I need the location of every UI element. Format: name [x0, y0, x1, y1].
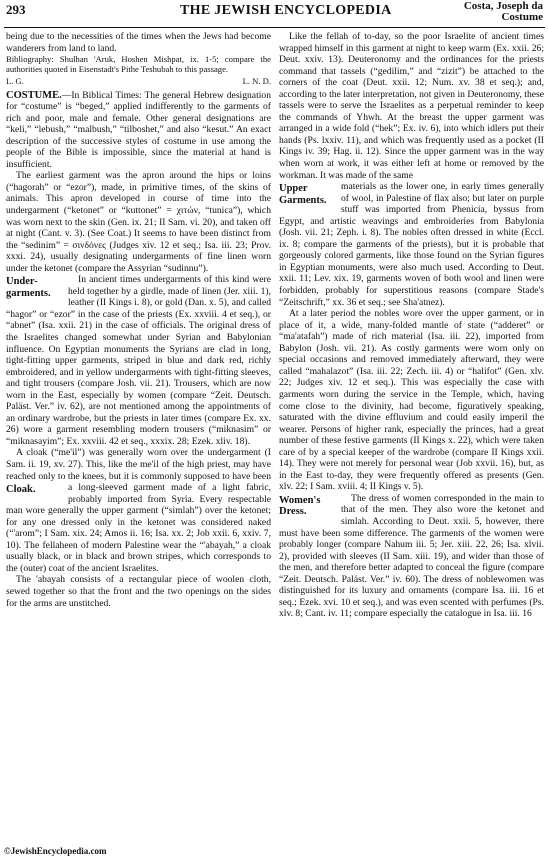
paragraph-fellah: Like the fellah of to-day, so the poor Israelite of ancient times wrapped himself in this garment at night to keep warm (Ex. xxii. 26; Deut. xxiv. 13). Deuteronomy and the ordinances for the priests command that tassels (“gedilim,” and “zizit”) be attached to the corners of the coat (Deut. xxii. 12; Num. xv. 38 et seq.); and, according to the later interpretation, not given in Deuteronomy, these tassels were to serve the Israelites as a perpetual reminder to keep the commands of Yhwh. At the breast the upper garment was arranged in a wide fold (“hek”; Ex. iv. 6), into which idlers put their hands (Ps. lxxiv. 11), and which was frequently used as a pocket (II Kings iv. 39; Hag. ii. 12). Since the upper garment was in the way when worn at work, it was either left at home or removed by the workman. It was made of the same: [279, 31, 544, 181]
paragraph-continued: being due to the necessities of the times when the Jews had become wanderers from land to land.: [6, 31, 271, 54]
womens-dress-text: The dress of women corresponded in the main to that of the men. They also wore the ketonet and simlah. According to Deut. xxii. 5, however, there must have been some difference. The garments of the women were probably longer (compare Nahum iii. 5; Jer. xiii. 22, 26; Isa. xlvii. 2), provided with sleeves (II Sam. xiii. 19), and wider than those of the men, and therefore better adapted to conceal the figure (compare “Zeit. Deutsch. Paläst. Ver.” iv. 60). The dress of noblewomen was distinguished for its luxury and ornaments (compare Isa. iii. 16 et seq.; Ezek. xvi. 10 et seq.), and was even scented with perfumes (Ps. xlv. 8; Cant. iv. 11; compare especially the catalogue in Isa. iii. 16: [279, 492, 544, 620]
article-range: [464, 1, 543, 23]
bibliography: Bibliography: Shulhan 'Aruk, Hoshen Mishpat, ix. 1-5; compare the authorities quoted in Eisenstadt's Pithe Teshubah to this passage.: [6, 54, 271, 75]
running-title: THE JEWISH ENCYCLOPEDIA: [180, 3, 392, 18]
author-signature: [6, 76, 271, 87]
header-rule: [4, 27, 545, 28]
right-column: [279, 31, 544, 839]
article-range-start: Costa, Joseph da: [463, 0, 543, 12]
side-heading-womens-dress: Women's Dress.: [279, 494, 321, 518]
upper-garments-text: materials as the lower one, in early times generally of wool, in Palestine of flax also; but later on purple stuff was imported from Phenicia, byssus from Egypt, and artistic weavings and embroideries from Babylonia (Josh. vii. 21; Zeph. i. 8). The nobles often dressed in white (Eccl. ix. 8; compare the garments of the priests), but it is probable that gorgeously colored garments, like those found on the Syrian figures in Egyptian monuments, were also much used. According to Deut. xxii. 11; Lev. xix. 19, garments woven of both wool and linen were forbidden, probably for superstitious reasons (compare Stade's “Zeitschrift,” xx. 36 et seq.; see Sha'atnez).: [279, 181, 544, 308]
paragraph-undergarments: [6, 274, 271, 447]
intro-text: The general Hebrew designation for “costume” is “beged,” applied indifferently to the garments of rich and poor, male and female. Other general designations are “keli,” “lebush,” “malbush,” “tilboshet,” and also “kesut.” An exact description of the successive styles of costume in use among the people of the Bible is impossible, since the material at hand is insufficient.: [6, 89, 271, 170]
article-intro: [6, 90, 271, 171]
signature-right: L. N. D.: [242, 75, 271, 86]
article-subtitle: —In Biblical Times:: [61, 89, 142, 101]
paragraph-mantle: At a later period the nobles wore over the upper garment, or in place of it, a wide, many-folded mantle of state (“adderet” or “ma'atafah”) made of rich material (Isa. iii. 22), imported from Babylon (Josh. vii. 21). As costly garments were worn only on special occasions and removed immediately afterward, they were called “mahalazot” (Isa. iii. 22; Zech. iii. 4) or “halifot” (Gen. xlv. 22; Judges xiv. 12 et seq.). This was especially the case with garments worn during the service in the Temple, which, having come close to the divinity, had become, figuratively speaking, saturated with the divine effluvium and could easily imperil the wearer. Persons of higher rank, especially the princes, had a great number of these festive garments (II Kings x. 22), which were taken care of by a special keeper of the wardrobe (compare II Kings xxii. 14). They were not merely for personal wear (Job xxvii. 16), but, as in the East to-day, they were frequently offered as presents (Gen. xlv. 22; I Sam. xviii. 4; II Kings v. 5).: [279, 308, 544, 493]
page-number: 293: [6, 2, 26, 17]
side-heading-undergarments: Under-garments.: [6, 276, 51, 299]
page-header: [0, 0, 549, 28]
paragraph-cloak: [6, 447, 271, 574]
paragraph-upper-garments: [279, 181, 544, 308]
side-heading-cloak: Cloak.: [6, 484, 36, 496]
cloak-text-a: A cloak (“me'il”) was generally worn over the undergarment (I Sam. ii. 19, xv. 27). This, like the me'il of the high priest, may have reached only to the knees, but it is commonly supposed to have been: [6, 447, 271, 482]
paragraph-womens-dress: [279, 493, 544, 620]
article-range-end: Costume: [501, 11, 543, 23]
signature-left: L. G.: [6, 75, 24, 86]
undergarments-text: In ancient times undergarments of this kind were held together by a girdle, made of linen (Jer. xiii. 1), leather (II Kings i. 8), or gold (Dan. x. 5), and called “hagor” or “ezor” in the case of the priests (Ex. xxviii. 4 et seq.), or “abnet” (Isa. xxii. 21) in the case of officials. The original dress of the Israelites changed somewhat under Syrian and Babylonian influence. On Egyptian monuments the Syrians are clad in long, tight-fitting upper garments, striped in blue and dark red, richly embroidered, and in yellow undergarments with tight-fitting sleeves, and tight trousers (compare Josh. vii. 21). Trousers, which are now worn in the East, especially by women (compare “Zeit. Deutsch. Paläst. Ver.” iv. 62), are not mentioned among the appointments of an ordinary wardrobe, but the priests in later times (compare Ex. xx. 26) wore a garment resembling modern trousers (“miknasim” or “miknasayim”; Ex. xxviii. 42 et seq., xxxix. 28; Ezek. xliv. 18).: [6, 274, 271, 447]
left-column: [6, 31, 271, 839]
paragraph-abayah: The 'abayah consists of a rectangular piece of woolen cloth, sewed together so that the front and the two openings on the sides for the arms are unstitched.: [6, 574, 271, 609]
side-heading-upper-garments: Upper Garments.: [279, 183, 327, 206]
copyright-footer: ©JewishEncyclopedia.com: [4, 846, 107, 856]
cloak-text-b: a long-sleeved garment made of a light fabric, probably imported from Syria. Every respectable man wore generally the upper garment (“simlah”) over the ketonet; for any one dressed only in the ketonet was considered naked (“'arom”; I Sam. xix. 24; Amos ii. 16; Isa. xx. 2; Job xxii. 6, xxiv. 7, 10). The fellaheen of modern Palestine wear the “'abayah,” a cloak usually black, or in black and brown stripes, which corresponds to the (outer) coat of the ancient Israelites.: [6, 482, 271, 574]
article-title: COSTUME.: [6, 89, 62, 101]
paragraph-earliest-garment: The earliest garment was the apron around the hips or loins (“hagorah” or “ezor”), made, in primitive times, of the skins of animals. This apron developed in course of time into the undergarment (“ketonet” or “kuttonet” = χιτών, “tunica”), which was worn next to the skin (Gen. ix. 21; II Sam. vi. 20), and taken off at night (Cant. v. 3). (See Coat.) It seems to have been distinct from the “sedinim” = σινδόνες (Judges xiv. 12 et seq.; Isa. iii. 23; Prov. xxxi. 24), usually designating undergarments of fine linen worn under the ketonet (compare the Assyrian “sudinnu”).: [6, 170, 271, 274]
